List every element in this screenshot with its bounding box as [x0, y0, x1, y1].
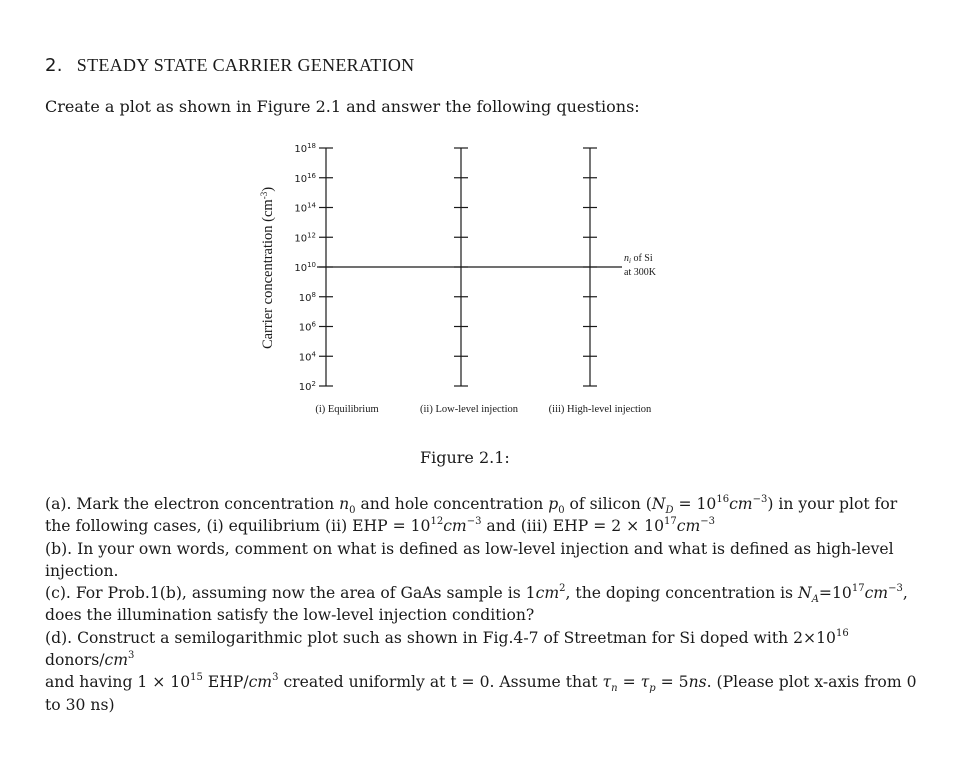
section-number: 2. — [45, 55, 63, 76]
intro-text: Create a plot as shown in Figure 2.1 and answer the following questions: — [45, 97, 640, 116]
y-tick-label: $10^{12}$ — [294, 231, 316, 245]
y-tick-label: $10^4$ — [298, 350, 316, 364]
ni-label: $n_i$ of Si — [624, 253, 653, 265]
column-label: (i) Equilibrium — [315, 404, 379, 415]
column-label: (ii) Low-level injection — [420, 404, 518, 415]
question-b: (b). In your own words, comment on what is defined as low-level injection and what is defined as high-level injection. — [45, 539, 894, 580]
section-title: STEADY STATE CARRIER GENERATION — [76, 55, 415, 75]
y-tick-label: $10^{14}$ — [294, 201, 316, 215]
ni-reference-line — [317, 253, 657, 278]
question-d: (d). Construct a semilogarithmic plot such as shown in Fig.4-7 of Streetman for Si doped with $2\times 10^{16}$ donors/$cm^3$ and having $1 \times 10^{15}$ EHP/$cm^3$ created uniformly at t = 0. Assume that $\tau_n = \tau_p = 5ns$. (Please plot x-axis from 0 to 30 ns) — [45, 627, 917, 714]
y-tick-label: $10^8$ — [298, 290, 316, 304]
question-a: (a). Mark the electron concentration $n_0$ and hole concentration $p_0$ of silicon $(N_D = 10^{16}cm^{-3})$ in your plot for the following cases, (i) equilibrium (ii) EHP = $10^{12}cm^{-3}$ and (iii) EHP = $2 \times 10^{17}cm^{-3}$ — [45, 493, 898, 536]
ni-label-line2: at 300K — [624, 267, 656, 278]
y-axis-label-text: Carrier concentration $(cm^{-3})$ — [259, 186, 276, 350]
column-label: (iii) High-level injection — [548, 404, 652, 415]
y-tick-label: $10^{10}$ — [294, 261, 316, 274]
y-axis-label — [259, 187, 276, 349]
question-c: (c). For Prob.1(b), assuming now the area of GaAs sample is $1cm^2$, the doping concentration is $N_A=10^{17}cm^{-3}$, does the illumination satisfy the low-level injection condition? — [45, 583, 908, 625]
y-tick-label: $10^{18}$ — [294, 142, 316, 155]
questions — [45, 493, 925, 716]
y-tick-label: $10^6$ — [298, 320, 316, 334]
y-tick-label: $10^2$ — [298, 380, 316, 393]
figure-caption: Figure 2.1: — [420, 448, 510, 467]
y-tick-label: $10^{16}$ — [294, 171, 316, 185]
column-labels — [315, 404, 652, 415]
y-tick-labels — [294, 142, 316, 393]
